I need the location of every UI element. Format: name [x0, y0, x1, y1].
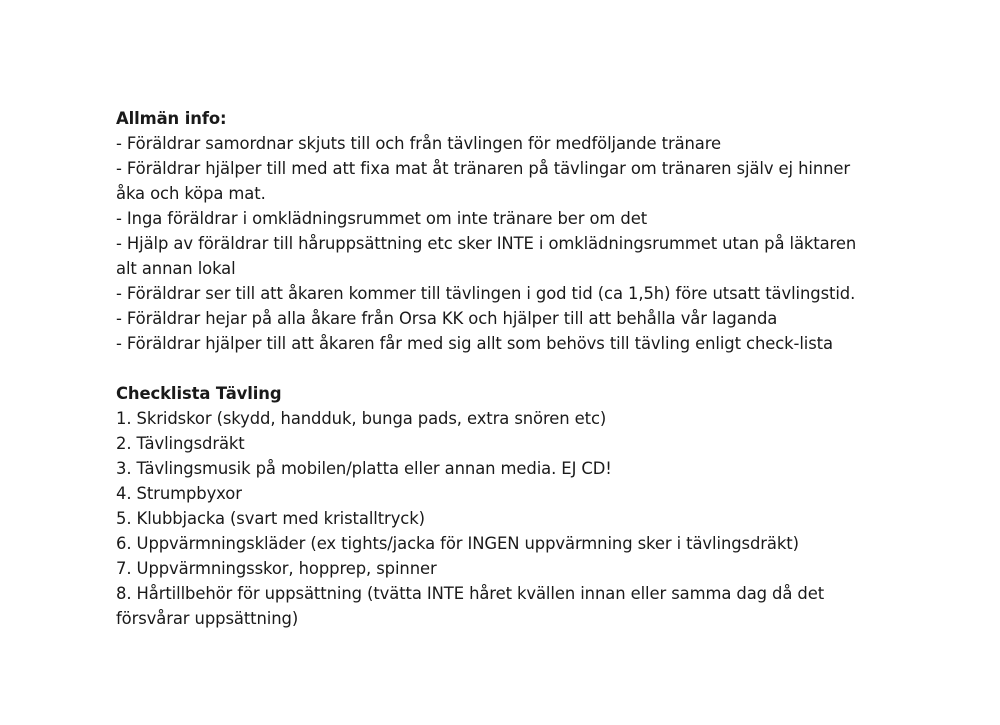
- checklist-title: Checklista Tävling: [116, 384, 282, 403]
- section-spacer: [116, 356, 876, 381]
- general-info-item: - Föräldrar ser till att åkaren kommer till tävlingen i god tid (ca 1,5h) före utsatt tävlingstid.: [116, 284, 856, 303]
- general-info-item: - Föräldrar samordnar skjuts till och från tävlingen för medföljande tränare: [116, 134, 722, 153]
- checklist-item: 6. Uppvärmningskläder (ex tights/jacka för INGEN uppvärmning sker i tävlingsdräkt): [116, 534, 799, 553]
- general-info-title: Allmän info:: [116, 109, 227, 128]
- checklist-item: 3. Tävlingsmusik på mobilen/platta eller annan media. EJ CD!: [116, 459, 612, 478]
- checklist-item: 8. Hårtillbehör för uppsättning (tvätta INTE håret kvällen innan eller samma dag då det försvårar uppsättning): [116, 584, 825, 628]
- general-info-section: [116, 106, 876, 356]
- checklist-item: 4. Strumpbyxor: [116, 484, 242, 503]
- checklist-item: 7. Uppvärmningsskor, hopprep, spinner: [116, 559, 437, 578]
- general-info-item: - Föräldrar hejar på alla åkare från Orsa KK och hjälper till att behålla vår laganda: [116, 309, 778, 328]
- checklist-item: 5. Klubbjacka (svart med kristalltryck): [116, 509, 425, 528]
- document-body: [116, 106, 876, 631]
- checklist-item: 2. Tävlingsdräkt: [116, 434, 245, 453]
- checklist-section: [116, 381, 876, 631]
- checklist-item: 1. Skridskor (skydd, handduk, bunga pads, extra snören etc): [116, 409, 607, 428]
- general-info-item: - Föräldrar hjälper till att åkaren får med sig allt som behövs till tävling enligt check-lista: [116, 334, 833, 353]
- general-info-item: - Föräldrar hjälper till med att fixa mat åt tränaren på tävlingar om tränaren själv ej hinner åka och köpa mat.: [116, 159, 851, 203]
- general-info-item: - Hjälp av föräldrar till håruppsättning etc sker INTE i omklädningsrummet utan på läktaren alt annan lokal: [116, 234, 857, 278]
- general-info-item: - Inga föräldrar i omklädningsrummet om inte tränare ber om det: [116, 209, 648, 228]
